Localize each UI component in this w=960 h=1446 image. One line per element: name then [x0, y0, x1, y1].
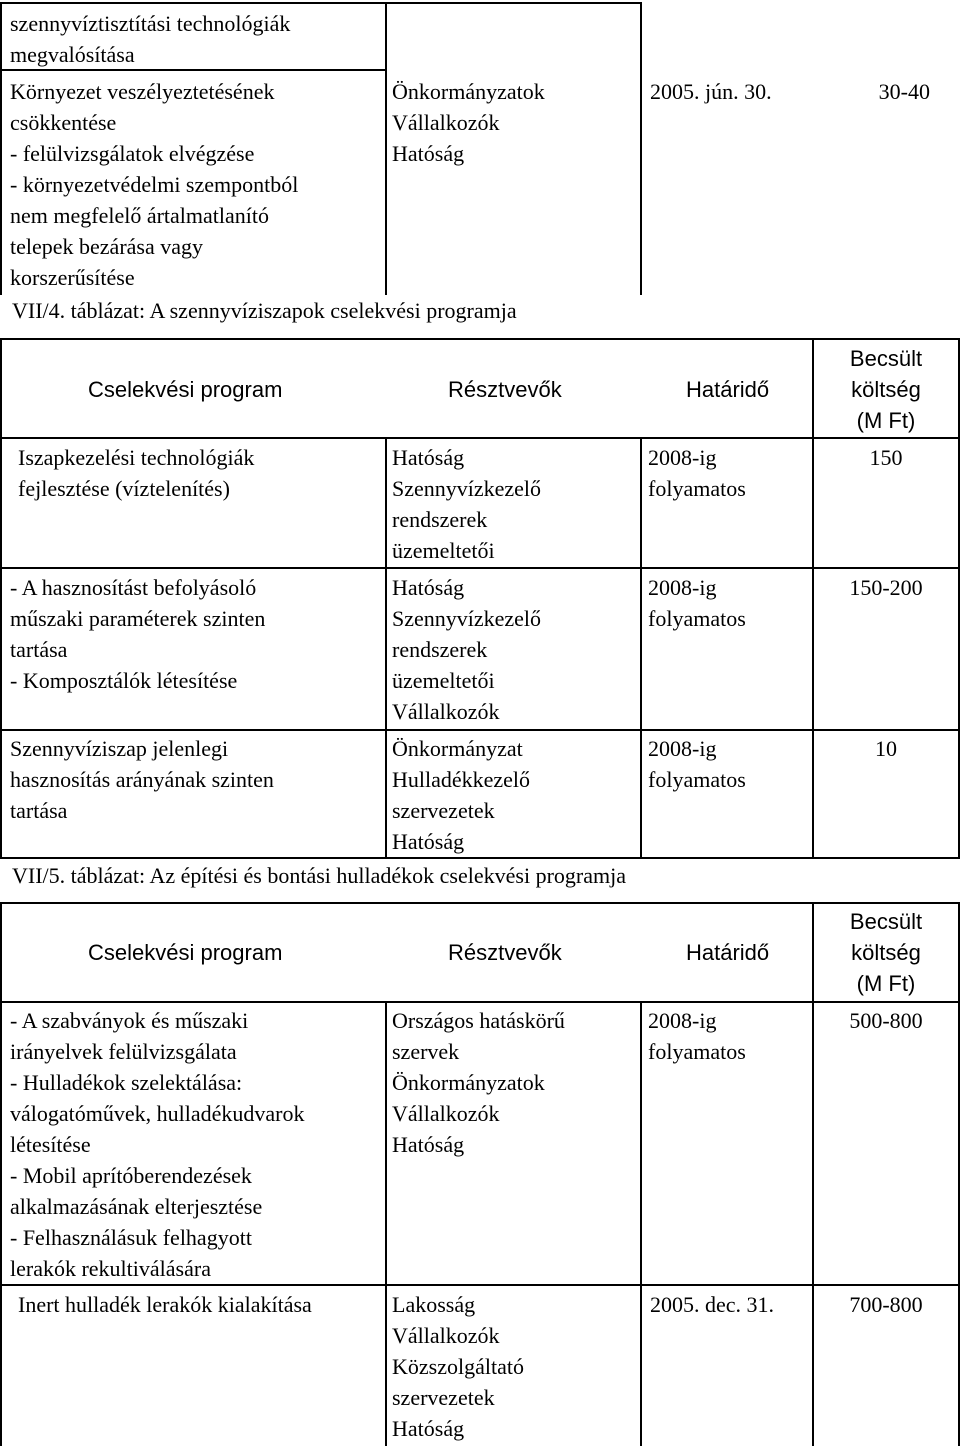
table2-row2-program: - A hasznosítást befolyásoló műszaki paraméterek szinten tartása - Komposztálók létesítése — [10, 575, 266, 693]
table2-border-top — [0, 338, 960, 340]
table2-row-divider-2 — [0, 729, 960, 731]
table3-row1-deadline: 2008-ig folyamatos — [648, 1008, 746, 1064]
table2-row1-participants: Hatóság Szennyvízkezelő rendszerek üzemeltetői — [392, 445, 542, 563]
table2-row3-participants: Önkormányzat Hulladékkezelő szervezetek Hatóság — [392, 736, 531, 854]
table2-divider-col2 — [640, 438, 642, 858]
table3-caption: VII/5. táblázat: Az építési és bontási hulladékok cselekvési programja — [12, 863, 626, 888]
table3-row1-cost: 500-800 — [849, 1008, 923, 1033]
table3-border-left — [0, 902, 2, 1446]
table2-row1-cost: 150 — [869, 445, 903, 470]
table2-row2-participants: Hatóság Szennyvízkezelő rendszerek üzemeltetői Vállalkozók — [392, 575, 542, 724]
table2-row3-deadline: 2008-ig folyamatos — [648, 736, 746, 792]
table2-row1-deadline: 2008-ig folyamatos — [648, 445, 746, 501]
table3-row2-deadline: 2005. dec. 31. — [650, 1292, 775, 1317]
table1-divider-col1 — [385, 2, 387, 295]
table3-header-cost: Becsült költség (M Ft) — [849, 909, 923, 996]
table1-divider-col2 — [640, 2, 642, 295]
table3-border-top — [0, 902, 960, 904]
table1-border-left — [0, 2, 2, 295]
table1-row2-program: Környezet veszélyeztetésének csökkentése - felülvizsgálatok elvégzése - környezetvédelmi szempontból nem megfelelő ártalmatlanító telepek bezárása vagy korszerűsítése — [10, 79, 299, 290]
table2-header-cost: Becsült költség (M Ft) — [849, 346, 923, 433]
table2-row3-program: Szennyvíziszap jelenlegi hasznosítás arányának szinten tartása — [10, 736, 274, 823]
table2-row2-cost: 150-200 — [849, 575, 923, 600]
table2-row1-program: Iszapkezelési technológiák fejlesztése (víztelenítés) — [18, 445, 255, 501]
table3-header-deadline: Határidő — [686, 940, 770, 965]
table1-row1-program: szennyvíztisztítási technológiák megvalósítása — [10, 11, 291, 67]
table2-border-bottom — [0, 857, 960, 859]
table1-row2-deadline: 2005. jún. 30. — [650, 79, 772, 104]
table2-header-divider — [0, 437, 960, 439]
table3-header-program: Cselekvési program — [88, 940, 283, 965]
table3-row1-program: - A szabványok és műszaki irányelvek felülvizsgálata - Hulladékok szelektálása: válogatóművek, hulladékudvarok létesítése - Mobil aprítóberendezések alkalmazásának elterjesztése - Felhasználásuk felhagyott lerakók rekultiválására — [10, 1008, 305, 1281]
table2-row3-cost: 10 — [875, 736, 897, 761]
table3-divider-col2 — [640, 1002, 642, 1446]
table3-divider-col1 — [385, 1002, 387, 1446]
table3-header-divider — [0, 1001, 960, 1003]
table2-caption: VII/4. táblázat: A szennyvíziszapok cselekvési programja — [12, 298, 517, 323]
table2-divider-col1 — [385, 438, 387, 858]
table3-row-divider-1 — [0, 1284, 960, 1286]
table3-row1-participants: Országos hatáskörű szervek Önkormányzatok Vállalkozók Hatóság — [392, 1008, 565, 1157]
table1-row2-participants: Önkormányzatok Vállalkozók Hatóság — [392, 79, 545, 166]
table2-header-participants: Résztvevők — [448, 377, 562, 402]
table3-header-participants: Résztvevők — [448, 940, 562, 965]
table3-row2-cost: 700-800 — [849, 1292, 923, 1317]
table1-border-top — [0, 2, 640, 4]
table1-row2-cost: 30-40 — [878, 79, 930, 104]
table2-border-left — [0, 338, 2, 858]
table2-row-divider-1 — [0, 567, 960, 569]
table3-row2-participants: Lakosság Vállalkozók Közszolgáltató szervezetek Hatóság — [392, 1292, 524, 1441]
table2-header-program: Cselekvési program — [88, 377, 283, 402]
table2-header-deadline: Határidő — [686, 377, 770, 402]
table3-row2-program: Inert hulladék lerakók kialakítása — [18, 1292, 312, 1317]
table2-row2-deadline: 2008-ig folyamatos — [648, 575, 746, 631]
